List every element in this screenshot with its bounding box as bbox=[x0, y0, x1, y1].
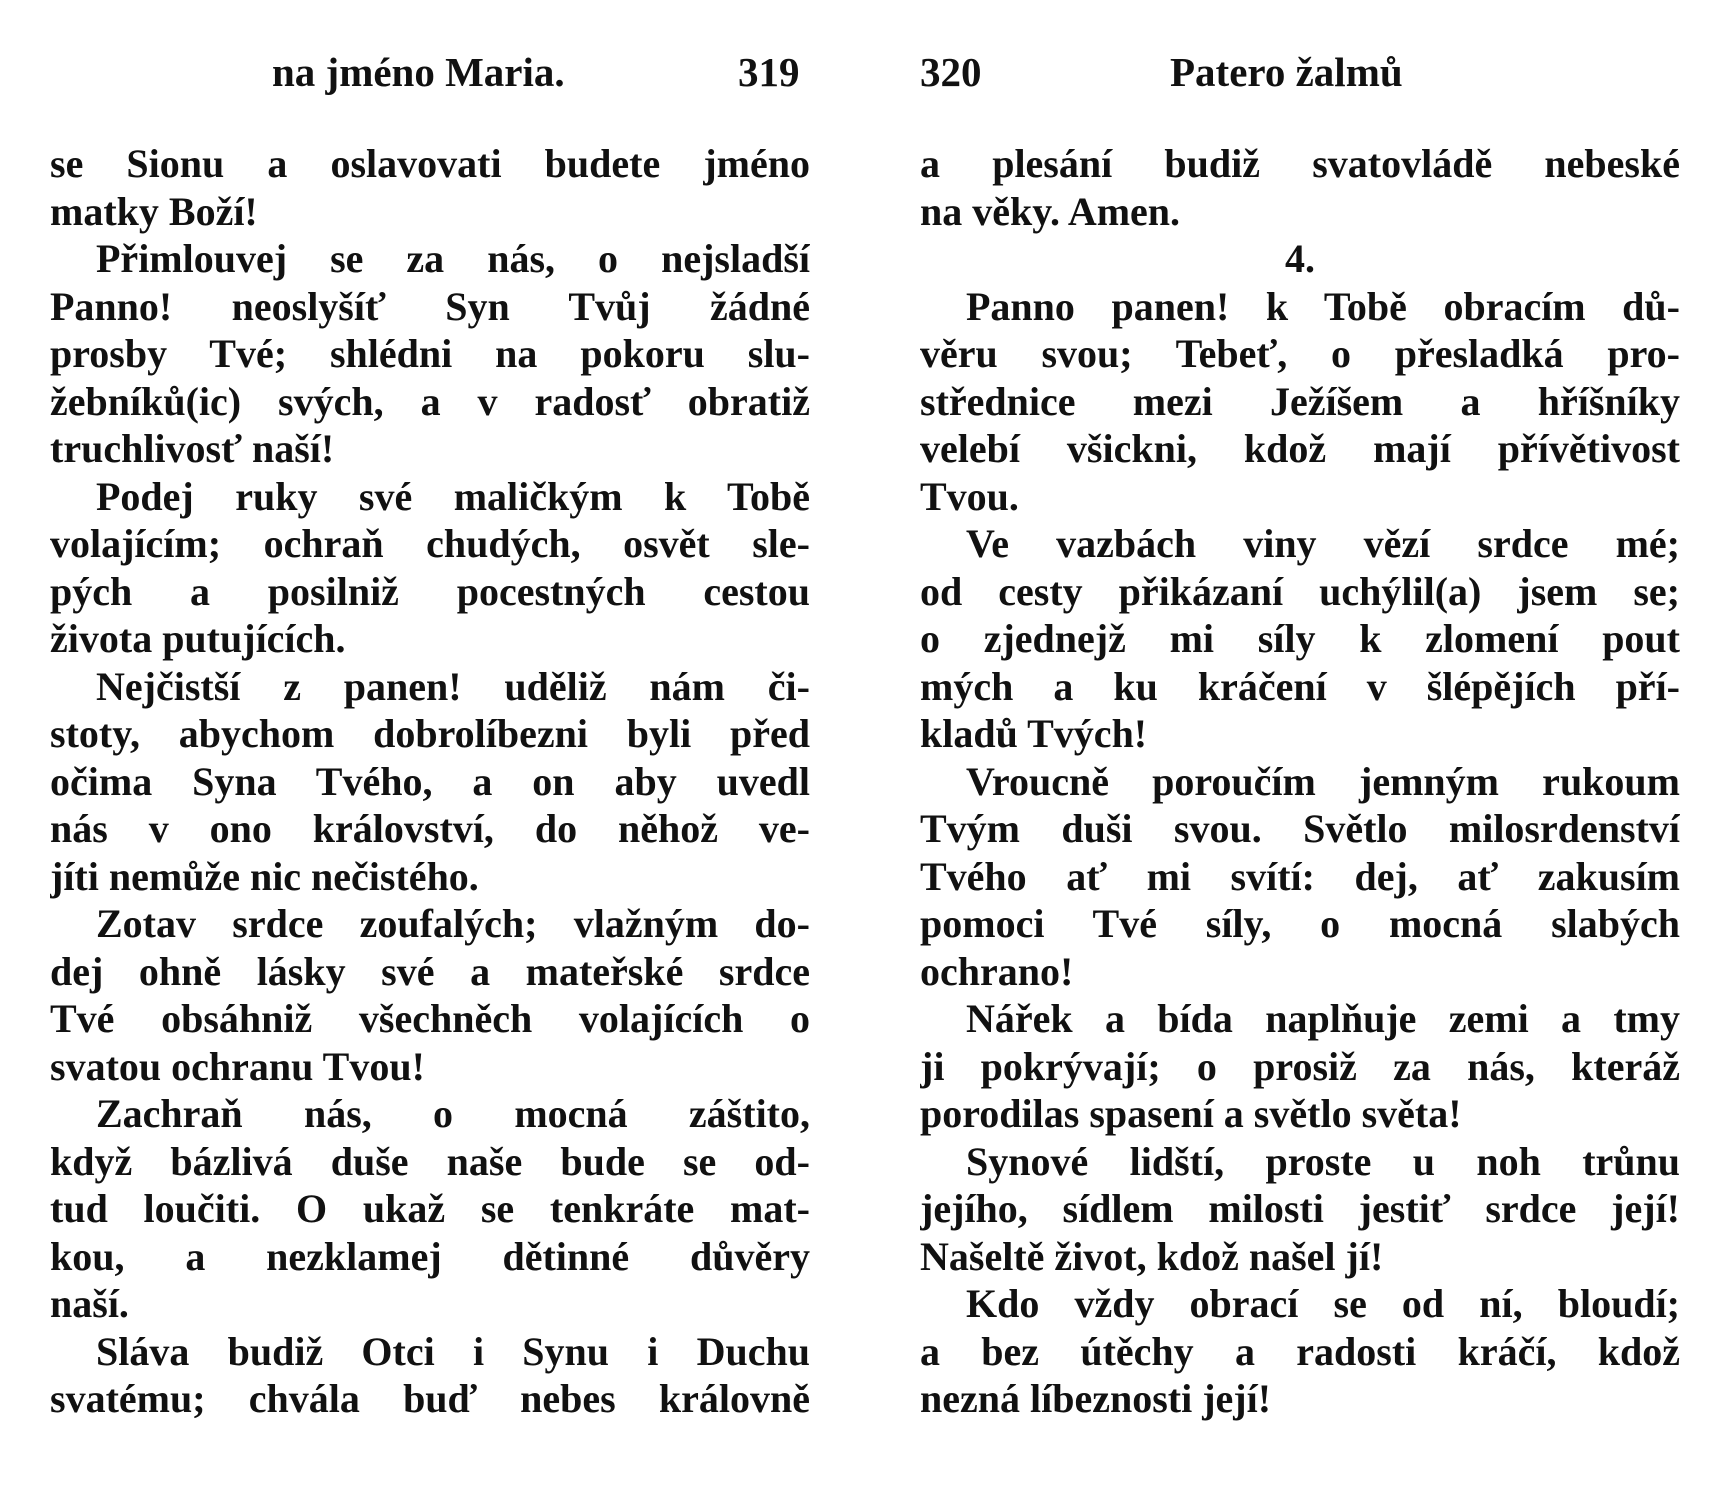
text-line: jejího, sídlem milosti jestiť srdce její! bbox=[920, 1186, 1680, 1231]
text-line: prosby Tvé; shlédni na pokoru slu- bbox=[50, 331, 810, 376]
text-line: naší. bbox=[50, 1281, 129, 1326]
text-line: Nejčistší z panen! uděliž nám či- bbox=[96, 663, 810, 709]
text-line: Tvé obsáhniž všechněch volajících o bbox=[50, 996, 810, 1041]
text-line: Přimlouvej se za nás, o nejsladší bbox=[96, 236, 810, 281]
text-line: Podej ruky své maličkým k Tobě bbox=[96, 473, 810, 519]
text-line: Tvého ať mi svítí: dej, ať zakusím bbox=[920, 853, 1680, 899]
text-line: Panno panen! k Tobě obracím dů- bbox=[966, 283, 1680, 329]
text-line: věru svou; Tebeť, o přesladká pro- bbox=[920, 331, 1680, 376]
text-line: pých a posilniž pocestných cestou bbox=[50, 568, 810, 614]
text-line: Synové lidští, proste u noh trůnu bbox=[966, 1138, 1680, 1184]
left-page bbox=[50, 0, 810, 1500]
text-line: truchlivosť naší! bbox=[50, 426, 335, 471]
text-line: Vroucně poroučím jemným rukoum bbox=[966, 758, 1680, 804]
text-line: svatou ochranu Tvou! bbox=[50, 1043, 425, 1089]
text-line: o zjednejž mi síly k zlomení pout bbox=[920, 616, 1680, 661]
text-line: kladů Tvých! bbox=[920, 711, 1148, 756]
text-line: jíti nemůže nic nečistého. bbox=[50, 853, 479, 899]
text-line: Zotav srdce zoufalých; vlažným do- bbox=[96, 901, 810, 946]
text-line: Nářek a bída naplňuje zemi a tmy bbox=[966, 996, 1680, 1041]
page-number: 319 bbox=[738, 49, 800, 95]
text-line: Zachraň nás, o mocná záštito, bbox=[96, 1091, 810, 1136]
text-line: Ve vazbách viny vězí srdce mé; bbox=[966, 521, 1680, 566]
text-line: Tvou. bbox=[920, 473, 1019, 519]
running-title: Patero žalmů bbox=[1170, 49, 1403, 95]
text-line: dej ohně lásky své a mateřské srdce bbox=[50, 948, 810, 994]
text-line: střednice mezi Ježíšem a hříšníky bbox=[920, 378, 1680, 424]
text-line: pomoci Tvé síly, o mocná slabých bbox=[920, 901, 1680, 946]
text-line: mých a ku kráčení v šlépějích pří- bbox=[920, 663, 1680, 709]
right-page bbox=[920, 0, 1680, 1500]
page-number: 320 bbox=[920, 49, 982, 95]
text-line: Tvým duši svou. Světlo milosrdenství bbox=[920, 806, 1680, 851]
text-line: života putujících. bbox=[50, 616, 346, 661]
text-line: Našeltě život, kdož našel jí! bbox=[920, 1233, 1384, 1279]
text-line: když bázlivá duše naše bude se od- bbox=[50, 1138, 810, 1184]
text-line: se Sionu a oslavovati budete jméno bbox=[50, 141, 810, 186]
text-line: nezná líbeznosti její! bbox=[920, 1376, 1272, 1421]
text-line: na věky. Amen. bbox=[920, 188, 1181, 234]
text-line: ochrano! bbox=[920, 948, 1074, 994]
text-line: a bez útěchy a radosti kráčí, kdož bbox=[920, 1328, 1680, 1374]
text-line: ji pokrývají; o prosiž za nás, kteráž bbox=[920, 1043, 1680, 1089]
text-line: velebí všickni, kdož mají přívětivost bbox=[920, 426, 1680, 471]
text-line: očima Syna Tvého, a on aby uvedl bbox=[50, 758, 810, 804]
text-line: žebníků(ic) svých, a v radosť obratiž bbox=[50, 378, 810, 424]
text-line: stoty, abychom dobrolíbezni byli před bbox=[50, 711, 810, 756]
text-line: a plesání budiž svatovládě nebeské bbox=[920, 141, 1680, 186]
text-line: svatému; chvála buď nebes královně bbox=[50, 1376, 810, 1421]
text-line: matky Boží! bbox=[50, 188, 258, 234]
running-title: na jméno Maria. bbox=[272, 49, 565, 95]
text-line: tud loučiti. O ukaž se tenkráte mat- bbox=[50, 1186, 810, 1231]
text-line: volajícím; ochraň chudých, osvět sle- bbox=[50, 521, 810, 566]
text-line: nás v ono království, do něhož ve- bbox=[50, 806, 810, 851]
stanza-number: 4. bbox=[1285, 236, 1315, 281]
body-text bbox=[50, 140, 810, 1423]
text-line: od cesty přikázaní uchýlil(a) jsem se; bbox=[920, 568, 1680, 614]
text-line: Panno! neoslyšíť Syn Tvůj žádné bbox=[50, 283, 810, 329]
text-line: porodilas spasení a světlo světa! bbox=[920, 1091, 1462, 1136]
text-line: Sláva budiž Otci i Synu i Duchu bbox=[96, 1328, 810, 1374]
body-text bbox=[920, 140, 1680, 1423]
text-line: kou, a nezklamej dětinné důvěry bbox=[50, 1233, 810, 1279]
text-line: Kdo vždy obrací se od ní, bloudí; bbox=[966, 1281, 1680, 1326]
